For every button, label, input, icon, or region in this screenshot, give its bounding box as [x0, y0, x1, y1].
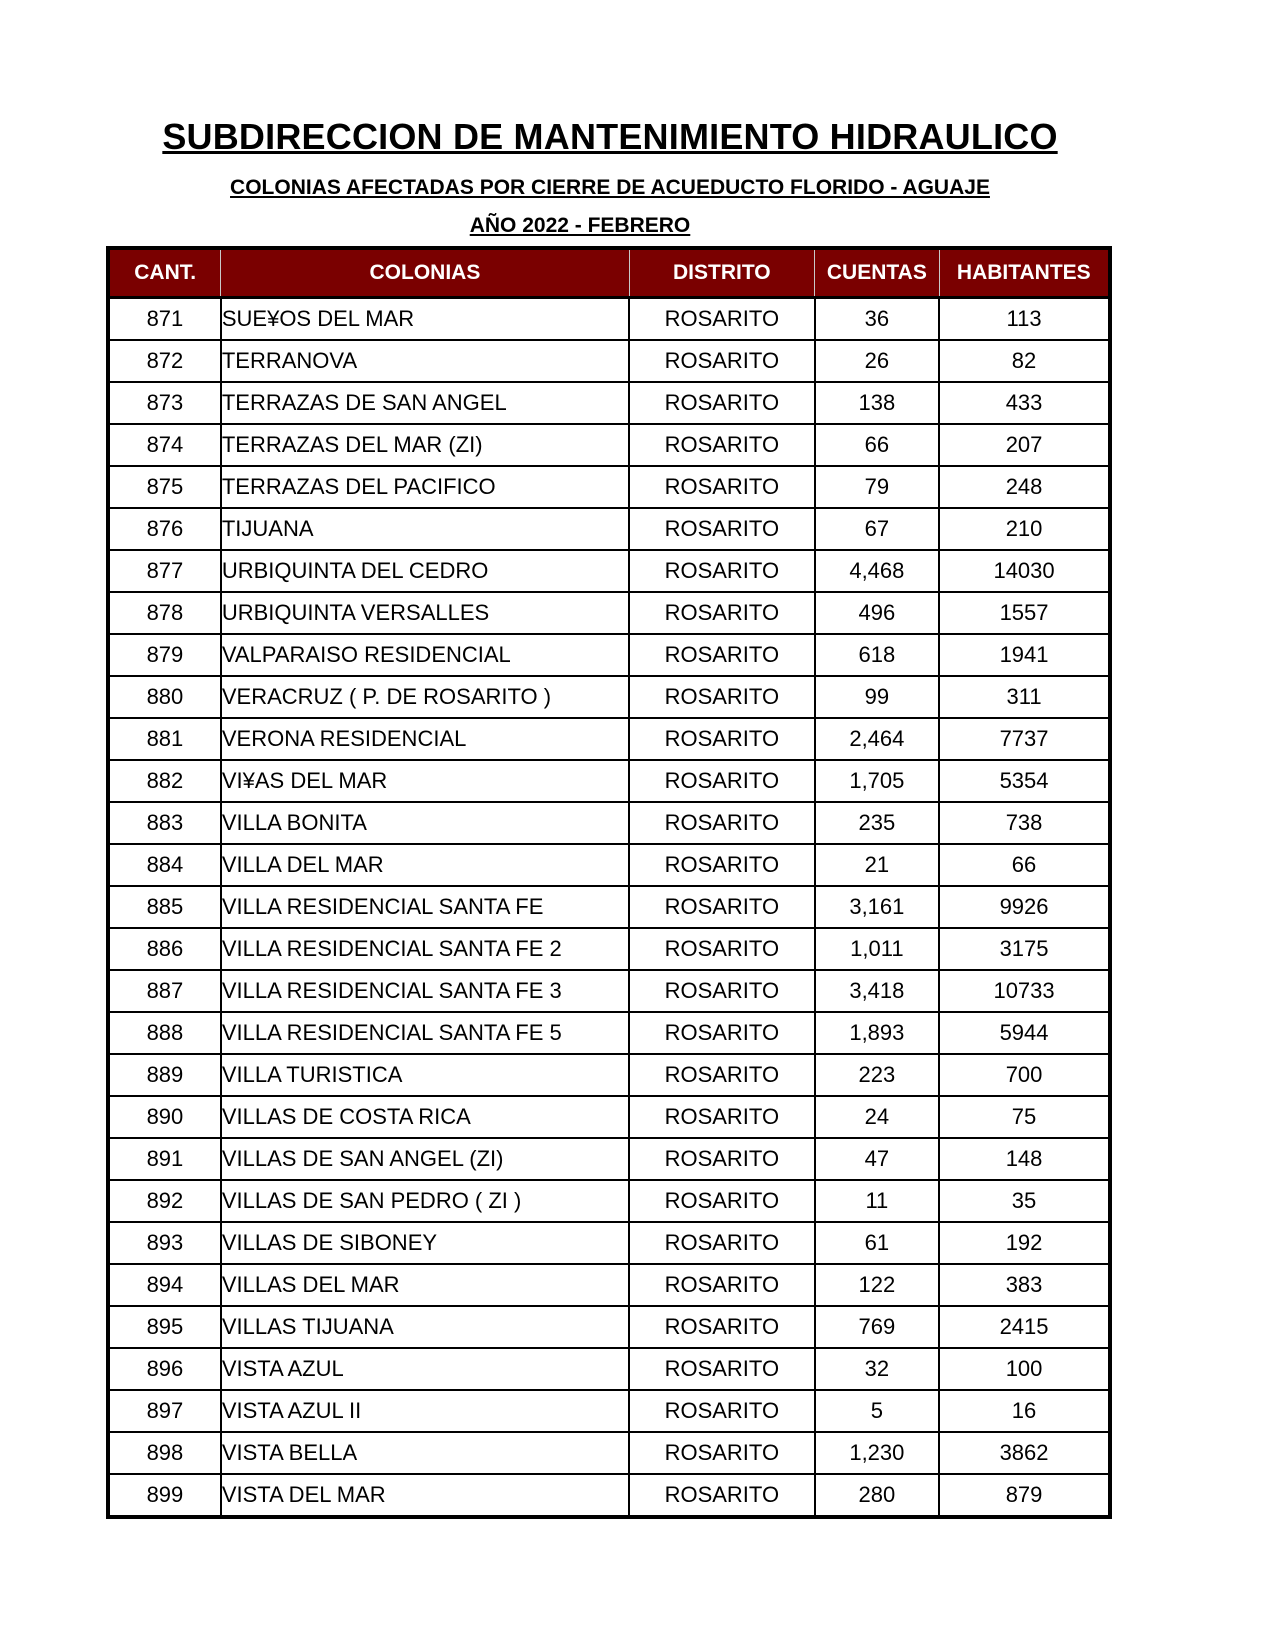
- cell-colonia: VILLA RESIDENCIAL SANTA FE 5: [221, 1012, 629, 1054]
- cell-distrito: ROSARITO: [629, 508, 815, 550]
- table-row: [108, 844, 1110, 886]
- cell-cant: 898: [108, 1432, 221, 1474]
- cell-cuentas: 26: [815, 340, 939, 382]
- cell-habitantes: 207: [939, 424, 1110, 466]
- cell-colonia: VERONA RESIDENCIAL: [221, 718, 629, 760]
- cell-habitantes: 9926: [939, 886, 1110, 928]
- cell-colonia: VERACRUZ ( P. DE ROSARITO ): [221, 676, 629, 718]
- table-row: [108, 592, 1110, 634]
- table-row: [108, 382, 1110, 424]
- cell-habitantes: 210: [939, 508, 1110, 550]
- column-header-habitantes: HABITANTES: [939, 248, 1110, 298]
- cell-habitantes: 248: [939, 466, 1110, 508]
- cell-colonia: VISTA DEL MAR: [221, 1474, 629, 1517]
- cell-habitantes: 148: [939, 1138, 1110, 1180]
- cell-habitantes: 3862: [939, 1432, 1110, 1474]
- cell-cuentas: 1,230: [815, 1432, 939, 1474]
- cell-cant: 899: [108, 1474, 221, 1517]
- cell-colonia: VILLAS TIJUANA: [221, 1306, 629, 1348]
- table-row: [108, 676, 1110, 718]
- cell-cuentas: 11: [815, 1180, 939, 1222]
- table-row: [108, 928, 1110, 970]
- cell-cuentas: 3,418: [815, 970, 939, 1012]
- cell-cant: 883: [108, 802, 221, 844]
- cell-cant: 873: [108, 382, 221, 424]
- cell-cuentas: 769: [815, 1306, 939, 1348]
- cell-distrito: ROSARITO: [629, 1222, 815, 1264]
- cell-cuentas: 2,464: [815, 718, 939, 760]
- cell-habitantes: 1941: [939, 634, 1110, 676]
- cell-habitantes: 700: [939, 1054, 1110, 1096]
- table-row: [108, 1348, 1110, 1390]
- table-row: [108, 1474, 1110, 1517]
- table-header: [108, 248, 1110, 298]
- table-row: [108, 298, 1110, 341]
- cell-colonia: URBIQUINTA VERSALLES: [221, 592, 629, 634]
- cell-cant: 886: [108, 928, 221, 970]
- cell-cuentas: 21: [815, 844, 939, 886]
- cell-cant: 875: [108, 466, 221, 508]
- cell-distrito: ROSARITO: [629, 760, 815, 802]
- cell-colonia: VILLA RESIDENCIAL SANTA FE: [221, 886, 629, 928]
- cell-cuentas: 5: [815, 1390, 939, 1432]
- cell-habitantes: 1557: [939, 592, 1110, 634]
- cell-cant: 881: [108, 718, 221, 760]
- cell-distrito: ROSARITO: [629, 550, 815, 592]
- cell-colonia: TIJUANA: [221, 508, 629, 550]
- cell-cuentas: 1,705: [815, 760, 939, 802]
- cell-distrito: ROSARITO: [629, 1180, 815, 1222]
- cell-distrito: ROSARITO: [629, 424, 815, 466]
- cell-cuentas: 138: [815, 382, 939, 424]
- cell-distrito: ROSARITO: [629, 1432, 815, 1474]
- column-header-distrito: DISTRITO: [629, 248, 815, 298]
- cell-distrito: ROSARITO: [629, 1306, 815, 1348]
- cell-distrito: ROSARITO: [629, 298, 815, 341]
- cell-distrito: ROSARITO: [629, 802, 815, 844]
- cell-cant: 892: [108, 1180, 221, 1222]
- cell-cant: 895: [108, 1306, 221, 1348]
- cell-cant: 889: [108, 1054, 221, 1096]
- cell-cant: 872: [108, 340, 221, 382]
- table-row: [108, 550, 1110, 592]
- cell-cant: 876: [108, 508, 221, 550]
- cell-cuentas: 67: [815, 508, 939, 550]
- cell-habitantes: 16: [939, 1390, 1110, 1432]
- table-row: [108, 1390, 1110, 1432]
- cell-cant: 897: [108, 1390, 221, 1432]
- cell-distrito: ROSARITO: [629, 844, 815, 886]
- cell-cuentas: 496: [815, 592, 939, 634]
- column-header-colonias: COLONIAS: [221, 248, 629, 298]
- cell-distrito: ROSARITO: [629, 1138, 815, 1180]
- column-header-cant: CANT.: [108, 248, 221, 298]
- cell-distrito: ROSARITO: [629, 1348, 815, 1390]
- table-row: [108, 1264, 1110, 1306]
- cell-colonia: VILLA BONITA: [221, 802, 629, 844]
- colonias-table: [106, 246, 1112, 1519]
- cell-cuentas: 24: [815, 1096, 939, 1138]
- cell-habitantes: 383: [939, 1264, 1110, 1306]
- cell-cant: 879: [108, 634, 221, 676]
- cell-cuentas: 4,468: [815, 550, 939, 592]
- cell-colonia: SUE¥OS DEL MAR: [221, 298, 629, 341]
- cell-colonia: TERRAZAS DEL MAR (ZI): [221, 424, 629, 466]
- cell-cuentas: 79: [815, 466, 939, 508]
- table-body: [108, 298, 1110, 1518]
- period-label: AÑO 2022 - FEBRERO: [469, 214, 691, 237]
- page-subtitle: COLONIAS AFECTADAS POR CIERRE DE ACUEDUCTO FLORIDO - AGUAJE: [230, 176, 990, 199]
- cell-cuentas: 47: [815, 1138, 939, 1180]
- cell-habitantes: 100: [939, 1348, 1110, 1390]
- cell-cuentas: 122: [815, 1264, 939, 1306]
- cell-habitantes: 66: [939, 844, 1110, 886]
- table-row: [108, 634, 1110, 676]
- cell-distrito: ROSARITO: [629, 1054, 815, 1096]
- cell-habitantes: 75: [939, 1096, 1110, 1138]
- cell-colonia: VI¥AS DEL MAR: [221, 760, 629, 802]
- table-row: [108, 718, 1110, 760]
- cell-cuentas: 223: [815, 1054, 939, 1096]
- table-row: [108, 1012, 1110, 1054]
- cell-colonia: VISTA AZUL: [221, 1348, 629, 1390]
- cell-habitantes: 5944: [939, 1012, 1110, 1054]
- cell-distrito: ROSARITO: [629, 1012, 815, 1054]
- cell-habitantes: 879: [1005, 1482, 1043, 1507]
- cell-distrito: ROSARITO: [629, 1096, 815, 1138]
- cell-habitantes: 10733: [939, 970, 1110, 1012]
- cell-colonia: TERRANOVA: [221, 340, 629, 382]
- table-row: [108, 424, 1110, 466]
- cell-cuentas: 235: [815, 802, 939, 844]
- cell-colonia: VILLAS DE SIBONEY: [221, 1222, 629, 1264]
- cell-colonia: VILLA TURISTICA: [221, 1054, 629, 1096]
- cell-colonia: VILLA DEL MAR: [221, 844, 629, 886]
- cell-habitantes: 14030: [939, 550, 1110, 592]
- cell-cant: 878: [108, 592, 221, 634]
- cell-distrito: ROSARITO: [629, 1390, 815, 1432]
- cell-distrito: ROSARITO: [629, 382, 815, 424]
- cell-colonia: VISTA BELLA: [221, 1432, 629, 1474]
- cell-habitantes: 113: [939, 298, 1110, 341]
- cell-distrito: ROSARITO: [629, 634, 815, 676]
- cell-distrito: ROSARITO: [629, 928, 815, 970]
- cell-cuentas: 1,893: [815, 1012, 939, 1054]
- cell-colonia: VILLAS DEL MAR: [221, 1264, 629, 1306]
- cell-colonia: URBIQUINTA DEL CEDRO: [221, 550, 629, 592]
- cell-cuentas: 61: [815, 1222, 939, 1264]
- table-row: [108, 802, 1110, 844]
- cell-habitantes: 738: [939, 802, 1110, 844]
- table-row: [108, 760, 1110, 802]
- cell-distrito: ROSARITO: [629, 1264, 815, 1306]
- table-row: [108, 1306, 1110, 1348]
- cell-distrito: ROSARITO: [629, 340, 815, 382]
- cell-cant: 885: [108, 886, 221, 928]
- cell-cuentas: 66: [815, 424, 939, 466]
- cell-colonia: TERRAZAS DEL PACIFICO: [221, 466, 629, 508]
- cell-cant: 888: [108, 1012, 221, 1054]
- cell-colonia: VILLAS DE COSTA RICA: [221, 1096, 629, 1138]
- cell-cant: 893: [108, 1222, 221, 1264]
- cell-cuentas: 32: [815, 1348, 939, 1390]
- cell-habitantes: 7737: [939, 718, 1110, 760]
- cell-habitantes: 433: [939, 382, 1110, 424]
- cell-colonia: VILLAS DE SAN ANGEL (ZI): [221, 1138, 629, 1180]
- cell-cuentas: 99: [815, 676, 939, 718]
- cell-colonia: VILLAS DE SAN PEDRO ( ZI ): [221, 1180, 629, 1222]
- cell-cuentas: 3,161: [815, 886, 939, 928]
- cell-cant: 871: [108, 298, 221, 341]
- cell-cant: 882: [108, 760, 221, 802]
- cell-cant: 896: [108, 1348, 221, 1390]
- table-row: [108, 886, 1110, 928]
- table-row: [108, 1222, 1110, 1264]
- cell-colonia: VILLA RESIDENCIAL SANTA FE 3: [221, 970, 629, 1012]
- cell-habitantes: 192: [939, 1222, 1110, 1264]
- cell-cant: 884: [108, 844, 221, 886]
- cell-distrito: ROSARITO: [629, 676, 815, 718]
- table-row: [108, 340, 1110, 382]
- table-row: [108, 1054, 1110, 1096]
- cell-habitantes: 3175: [939, 928, 1110, 970]
- table-row: [108, 1432, 1110, 1474]
- cell-cuentas: 1,011: [815, 928, 939, 970]
- cell-cant: 877: [108, 550, 221, 592]
- table-row: [108, 970, 1110, 1012]
- cell-cuentas: 280: [815, 1474, 939, 1517]
- cell-habitantes: 35: [939, 1180, 1110, 1222]
- cell-cant: 887: [108, 970, 221, 1012]
- page-title: SUBDIRECCION DE MANTENIMIENTO HIDRAULICO: [162, 116, 1058, 157]
- table-row: [108, 1138, 1110, 1180]
- cell-distrito: ROSARITO: [629, 592, 815, 634]
- cell-cuentas: 618: [815, 634, 939, 676]
- cell-colonia: VILLA RESIDENCIAL SANTA FE 2: [221, 928, 629, 970]
- cell-habitantes: 5354: [939, 760, 1110, 802]
- cell-distrito: ROSARITO: [629, 718, 815, 760]
- column-header-cuentas: CUENTAS: [815, 248, 939, 298]
- cell-cant: 891: [108, 1138, 221, 1180]
- cell-cant: 874: [108, 424, 221, 466]
- cell-distrito: ROSARITO: [629, 970, 815, 1012]
- cell-habitantes: 311: [939, 676, 1110, 718]
- cell-habitantes: 82: [939, 340, 1110, 382]
- cell-habitantes: 2415: [939, 1306, 1110, 1348]
- cell-colonia: TERRAZAS DE SAN ANGEL: [221, 382, 629, 424]
- cell-colonia: VALPARAISO RESIDENCIAL: [221, 634, 629, 676]
- table-row: [108, 1180, 1110, 1222]
- cell-cant: 894: [108, 1264, 221, 1306]
- cell-cant: 890: [108, 1096, 221, 1138]
- cell-colonia: VISTA AZUL II: [221, 1390, 629, 1432]
- cell-distrito: ROSARITO: [629, 886, 815, 928]
- table-row: [108, 466, 1110, 508]
- cell-cant: 880: [108, 676, 221, 718]
- header-row: [108, 248, 1110, 298]
- table-row: [108, 508, 1110, 550]
- cell-distrito: ROSARITO: [629, 1474, 815, 1517]
- cell-cuentas: 36: [815, 298, 939, 341]
- cell-distrito: ROSARITO: [629, 466, 815, 508]
- table-row: [108, 1096, 1110, 1138]
